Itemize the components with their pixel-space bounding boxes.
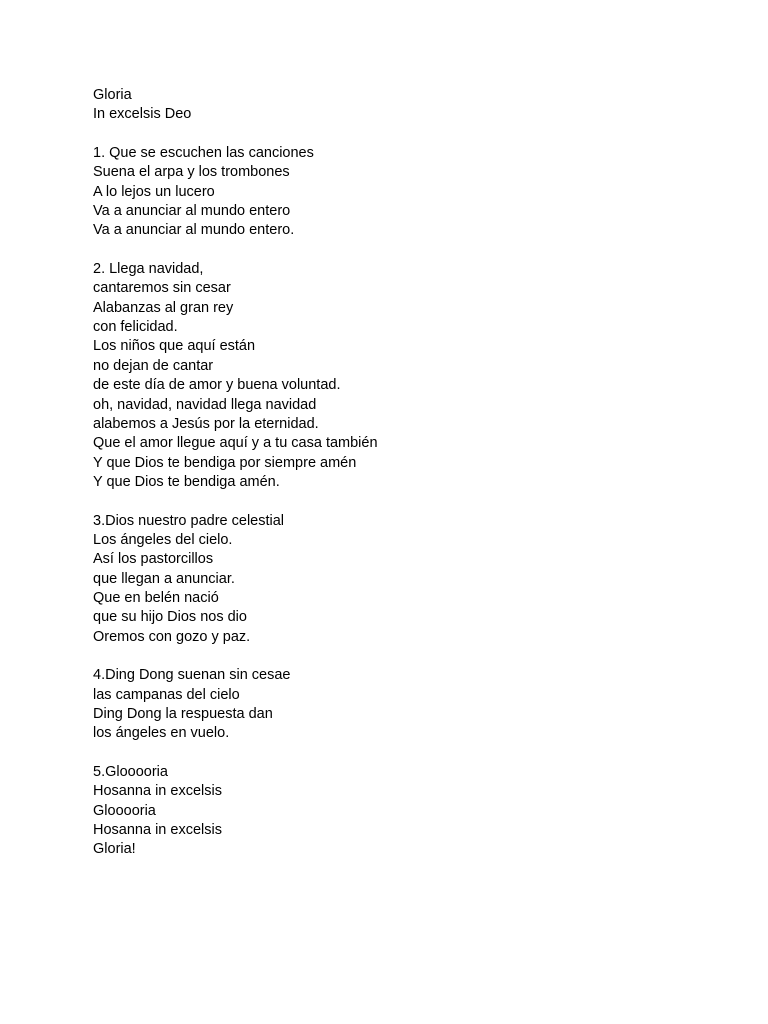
stanza-5: [93, 763, 733, 860]
stanza-line: Glooooria: [93, 802, 156, 819]
stanza-line: 3.Dios nuestro padre celestial: [93, 512, 285, 529]
stanza-line: Hosanna in excelsis: [93, 822, 222, 839]
blank-line: [93, 492, 733, 511]
stanza-line: Y que Dios te bendiga por siempre amén: [93, 454, 357, 471]
stanza-line: Gloria!: [93, 841, 136, 858]
stanza-line: Alabanzas al gran rey: [93, 299, 234, 316]
stanza-line: 2. Llega navidad,: [93, 261, 204, 278]
stanza-line: 5.Glooooria: [93, 764, 168, 781]
stanza-line: A lo lejos un lucero: [93, 183, 215, 200]
stanza-line: no dejan de cantar: [93, 357, 214, 374]
stanza-line: que su hijo Dios nos dio: [93, 609, 247, 626]
stanza-line: Oremos con gozo y paz.: [93, 628, 251, 645]
stanza-line: Ding Dong la respuesta dan: [93, 706, 273, 722]
stanza-line: Va a anunciar al mundo entero: [93, 203, 291, 220]
stanza-line: de este día de amor y buena voluntad.: [93, 377, 341, 394]
document-subtitle: In excelsis Deo: [93, 106, 192, 123]
stanza-2: [93, 260, 733, 492]
blank-line: [93, 744, 733, 763]
stanza-line: 4.Ding Dong suenan sin cesae: [93, 667, 291, 684]
stanza-line: que llegan a anunciar.: [93, 570, 235, 587]
stanza-line: Suena el arpa y los trombones: [93, 164, 290, 181]
stanza-line: Y que Dios te bendiga amén.: [93, 473, 280, 490]
stanza-line: cantaremos sin cesar: [93, 280, 231, 297]
stanza-line: Los ángeles del cielo.: [93, 531, 233, 548]
stanza-3: [93, 512, 733, 647]
document-title: Gloria: [93, 87, 132, 103]
stanza-1: [93, 144, 733, 241]
stanza-line: Que en belén nació: [93, 589, 219, 606]
stanza-4: [93, 666, 733, 743]
stanza-line: Que el amor llegue aquí y a tu casa también: [93, 435, 378, 452]
blank-line: [93, 125, 733, 144]
stanza-line: Así los pastorcillos: [93, 551, 214, 568]
stanza-line: los ángeles en vuelo.: [93, 725, 230, 742]
stanza-line: oh, navidad, navidad llega navidad: [93, 396, 317, 413]
blank-line: [93, 241, 733, 260]
blank-line: [93, 647, 733, 666]
stanza-line: con felicidad.: [93, 319, 178, 336]
stanza-line: alabemos a Jesús por la eternidad.: [93, 415, 319, 432]
stanza-line: Va a anunciar al mundo entero.: [93, 222, 295, 239]
stanza-line: Los niños que aquí están: [93, 338, 256, 355]
stanza-line: Hosanna in excelsis: [93, 783, 222, 800]
stanza-line: 1. Que se escuchen las canciones: [93, 145, 314, 162]
lyrics-body: [93, 86, 733, 860]
stanza-line: las campanas del cielo: [93, 686, 240, 703]
